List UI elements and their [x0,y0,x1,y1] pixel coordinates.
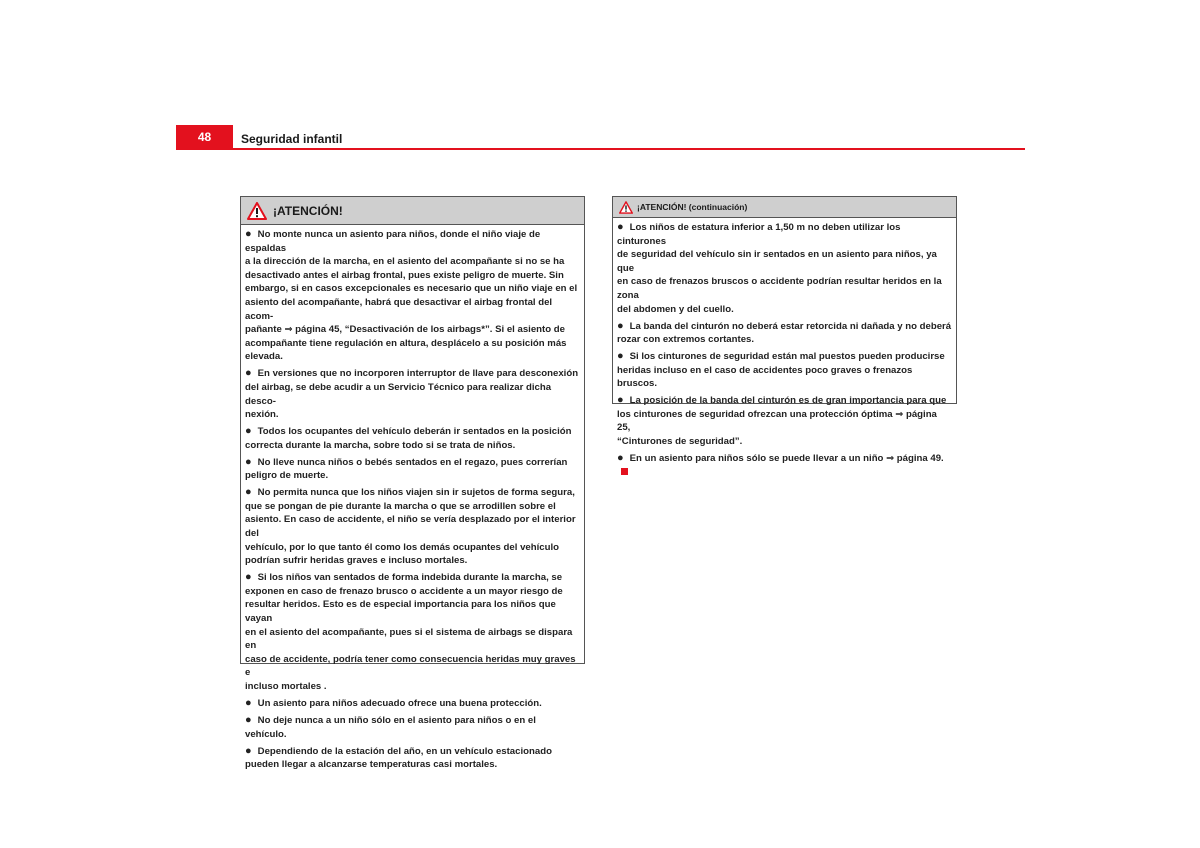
warning-item-line [245,697,580,711]
warning-box-continued [612,196,957,465]
warning-item [245,425,580,452]
warning-item-text: pañante ⇒ página 45, “Desactivación de los airbags*”. Si el asiento de [245,324,565,336]
warning-item-text: vehículo, por lo que tanto él como los demás ocupantes del vehículo [245,541,559,553]
warning-item-line [245,541,580,555]
warning-item-text: embargo, si en casos excepcionales es necesario que un niño viaje en el [245,283,578,295]
warning-item [245,571,580,693]
warning-item-line [245,598,580,625]
warning-item-text: acompañante tiene regulación en altura, desplácelo a su posición más [245,337,567,349]
warning-item-line [245,282,580,296]
warning-box [240,196,585,771]
warning-item-line [245,626,580,653]
bullet-icon: ● [245,486,252,499]
warning-item [617,394,952,448]
warning-item-line [245,714,580,741]
section-title: Seguridad infantil [241,132,343,146]
warning-item-text: La posición de la banda del cinturón es de gran importancia para que [629,395,947,407]
header-rule [176,148,1025,150]
warning-item-text: del airbag, se debe acudir a un Servicio Técnico para realizar dicha desco- [245,381,552,407]
warning-item-line [617,320,952,334]
warning-item-line [245,439,580,453]
warning-item-line [245,255,580,269]
warning-item-line [245,758,580,772]
warning-item [617,320,952,347]
warning-item-text: peligro de muerte. [245,470,329,482]
warning-item-text: los cinturones de seguridad ofrezcan una protección óptima ⇒ página 25, [617,408,937,434]
warning-item-line [245,337,580,351]
warning-item-text: rozar con extremos cortantes. [617,334,755,346]
bullet-icon: ● [245,713,252,726]
page-number: 48 [176,125,233,149]
warning-item-line [245,228,580,255]
bullet-icon: ● [245,696,252,709]
warning-item-text: Si los cinturones de seguridad están mal puestos pueden producirse [629,351,945,363]
warning-item-line [245,486,580,500]
warning-item-line [245,367,580,381]
warning-triangle-icon [247,202,267,220]
warning-item-text: desactivado antes el airbag frontal, pues existe peligro de muerte. Sin [245,269,564,281]
warning-item-text: No lleve nunca niños o bebés sentados en el regazo, pues correrían [257,456,568,468]
end-of-section-icon [621,468,628,475]
warning-item-line [245,469,580,483]
warning-item [617,350,952,391]
warning-item-line [245,680,580,694]
warning-box-continued-header [613,197,956,218]
warning-item-line [245,456,580,470]
warning-box-continued-title: ¡ATENCIÓN! (continuación) [637,202,748,212]
bullet-icon: ● [617,350,624,363]
warning-item-line [617,221,952,248]
warning-item-text: del abdomen y del cuello. [617,303,734,315]
bullet-icon: ● [245,744,252,757]
warning-item-text: Los niños de estatura inferior a 1,50 m no deben utilizar los cinturones [617,222,901,247]
warning-item-text: Dependiendo de la estación del año, en un vehículo estacionado [257,745,552,757]
warning-item-text: Si los niños van sentados de forma indebida durante la marcha, se [257,572,563,584]
warning-item [245,456,580,483]
warning-item-line [617,350,952,364]
warning-item-text: asiento. En caso de accidente, el niño se vería desplazado por el interior del [245,514,576,540]
warning-item-text: resultar heridos. Esto es de especial importancia para los niños que vayan [245,599,556,624]
bullet-icon: ● [617,221,624,233]
warning-item-text: En un asiento para niños sólo se puede llevar a un niño ⇒ página 49. [629,453,944,465]
warning-item [245,745,580,772]
warning-item-line [617,452,952,479]
warning-item-text: correcta durante la marcha, sobre todo si se trata de niños. [245,439,516,451]
warning-item-text: No permita nunca que los niños viajen sin ir sujetos de forma segura, [257,487,575,499]
warning-box-title: ¡ATENCIÓN! [273,203,343,218]
warning-item-line [245,554,580,568]
warning-box-header [241,197,584,225]
warning-item [245,714,580,741]
bullet-icon: ● [245,571,252,584]
warning-item-text: La banda del cinturón no deberá estar retorcida ni dañada y no deberá [629,320,952,332]
warning-item-line [245,653,580,680]
bullet-icon: ● [245,367,252,380]
warning-item [245,697,580,711]
bullet-icon: ● [617,452,624,465]
warning-item-line [617,333,952,347]
warning-item-line [245,500,580,514]
bullet-icon: ● [617,319,624,332]
warning-item [245,228,580,364]
warning-item-line [245,381,580,408]
warning-item-text: Todos los ocupantes del vehículo deberán ir sentados en la posición [257,426,572,438]
warning-item [245,367,580,421]
warning-item-line [245,323,580,337]
bullet-icon: ● [245,228,252,240]
warning-item-line [617,408,952,435]
warning-item-text: a la dirección de la marcha, en el asiento del acompañante si no se ha [245,256,565,268]
warning-item-text: No monte nunca un asiento para niños, donde el niño viaje de espaldas [245,229,541,254]
warning-item-line [617,303,952,317]
warning-item-line [617,248,952,275]
warning-box-continued-body [613,218,956,479]
warning-item-text: Un asiento para niños adecuado ofrece una buena protección. [257,697,542,709]
warning-item-text: exponen en caso de frenazo brusco o accidente a un mayor riesgo de [245,585,563,597]
warning-item-line [245,745,580,759]
warning-item-text: asiento del acompañante, habrá que desactivar el airbag frontal del acom- [245,296,553,322]
warning-item-text: en el asiento del acompañante, pues si el sistema de airbags se dispara en [245,626,573,652]
warning-item-text: No deje nunca a un niño sólo en el asiento para niños o en el vehículo. [245,714,536,740]
warning-item [617,452,952,479]
warning-item-text: elevada. [245,351,283,363]
warning-item-text: heridas incluso en el caso de accidentes poco graves o frenazos bruscos. [617,364,913,390]
warning-item-line [245,350,580,364]
warning-item-line [245,296,580,323]
bullet-icon: ● [245,455,252,468]
warning-item-line [245,269,580,283]
warning-item-text: En versiones que no incorporen interruptor de llave para desconexión [257,368,579,380]
warning-item-line [245,585,580,599]
warning-item-text: incluso mortales . [245,680,327,692]
warning-triangle-icon [619,201,633,214]
warning-item-text: en caso de frenazos bruscos o accidente podrían resultar heridos en la zona [617,276,942,301]
bullet-icon: ● [617,394,624,407]
warning-item-line [245,571,580,585]
warning-item-text: caso de accidente, podría tener como consecuencia heridas muy graves e [245,653,576,679]
warning-item-line [245,408,580,422]
warning-item-line [245,513,580,540]
warning-item-line [617,275,952,302]
warning-item-text: pueden llegar a alcanzarse temperaturas casi mortales. [245,759,498,771]
bullet-icon: ● [245,425,252,438]
warning-item-line [245,425,580,439]
warning-box-body [241,225,584,772]
warning-item-text: “Cinturones de seguridad”. [617,436,743,448]
warning-item-text: podrían sufrir heridas graves e incluso mortales. [245,555,468,567]
warning-item-text: que se pongan de pie durante la marcha o que se arrodillen sobre el [245,500,556,512]
warning-item-line [617,435,952,449]
warning-item [245,486,580,568]
warning-item-line [617,394,952,408]
warning-item-text: nexión. [245,409,279,421]
warning-item [617,221,952,316]
warning-item-line [617,364,952,391]
warning-item-text: de seguridad del vehículo sin ir sentados en un asiento para niños, ya que [617,249,937,274]
